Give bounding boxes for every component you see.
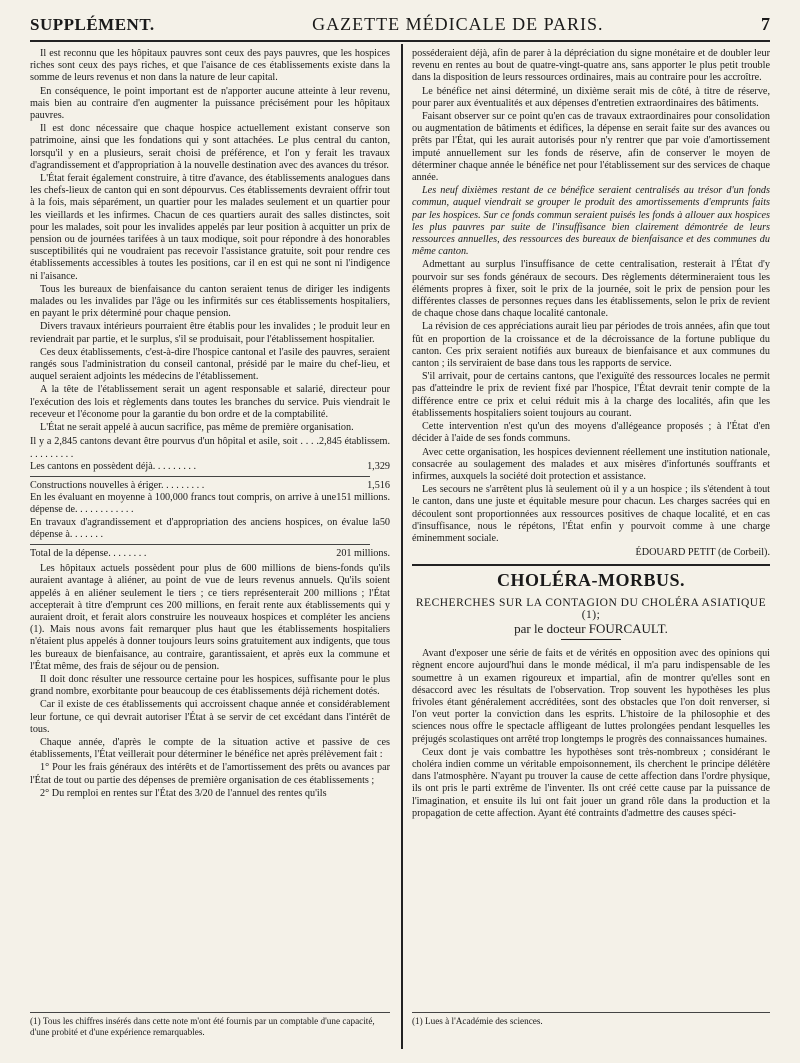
stat-value: 1,516 [367, 479, 390, 491]
paragraph: La révision de ces appréciations aurait lieu par périodes de trois années, afin que tout fût en proportion de la croissance et de la décroissance de la fortune publique du canton. Ces prix seraient notifiés aux bureaux de bienfaisance et aux communes du canton ; ils serviraient de base dans tous les rapports de service. [412, 321, 770, 370]
paragraph: L'État ne serait appelé à aucun sacrifice, pas même de première organisation. [40, 422, 354, 434]
paragraph: A la tête de l'établissement serait un agent responsable et salarié, directeur pour l'exécution des lois et règlements dans toutes les branches du service. Puis viendrait le receveur et l'économe pour la garantie du bon ordre et de la comptabilité. [30, 384, 390, 420]
paragraph: Il est donc nécessaire que chaque hospice actuellement existant conserve son patrimoine, ainsi que les fondations qui y sont attachées. Le plus central du canton, lorsqu'il y en a plusieurs, serait choisi de préférence, et l'on y ferait les travaux d'agrandissement et d'appropriation à la nouvelle destination avec des avances du trésor. [30, 123, 390, 171]
paragraph: Il doit donc résulter une ressource certaine pour les hospices, suffisante pour le plus grand nombre, exorbitante pour beaucoup de ces établissements déjà richement dotés. [30, 673, 390, 698]
paragraph: Ceux dont je vais combattre les hypothèses sont très-nombreux ; considérant le choléra indien comme un véritable empoisonnement, ils cherchent le principe délétère dans l'atmosphère. N'ayant pu trouver la cause de cette affection dans l'ordre physique, ils ont pris le parti extrême de l'inventer. Ils ont créé cette cause par la puissance de l'imagination, et ensuite ils lui ont fait jouer un grand rôle dans la production et la propagation de cette affection. Ayant été contraints d'admettre des causes spéci- [412, 746, 770, 819]
section-subtitle: RECHERCHES SUR LA CONTAGION DU CHOLÉRA ASIATIQUE (1); [415, 596, 767, 621]
stat-row [30, 480, 390, 492]
footnote: (1) Lues à l'Académie des sciences. [412, 1012, 770, 1027]
section-title: CHOLÉRA-MORBUS. [496, 570, 685, 591]
paragraph: Tous les bureaux de bienfaisance du canton seraient tenus de diriger les indigents malades ou les invalides par l'âge ou les infirmités sur ces établissements hospitaliers, en payant le prix déterminé pour chaque pension. [30, 283, 390, 320]
page-number: 7 [761, 14, 770, 34]
stat-value: 201 millions. [336, 547, 390, 559]
paragraph: Les neuf dixièmes restant de ce bénéfice seraient centralisés au trésor d'un fonds commun, auquel viendrait se grouper le produit des amortissements d'emprunts faits par les hospices. Sur ce fonds commun seraient puisés les fonds à allouer aux hospices les plus pauvres par suite de l'insuffisance bien clairement démontrée de leurs ressources annuelles, des ressources des bureaux de bienfaisance et des communes du même canton. [412, 185, 770, 258]
column-divider [401, 44, 403, 1049]
paragraph: 2° Du remploi en rentes sur l'État des 3/20 de l'annuel des rentes qu'ils [40, 787, 327, 799]
stat-value: 151 millions. [336, 492, 390, 504]
left-column [30, 48, 390, 993]
stat-value: 50 [379, 516, 390, 528]
paragraph: L'État ferait également construire, à titre d'avance, des établissements analogues dans les chefs-lieux de canton qui en sont dépourvus. Ces établissements devraient offrir tout à la fois, mais séparément, un quartier pour les malades seulement et un quartier pour les vieillards et les infirmes. Chacun de ces quartiers aurait des salles distinctes, soit pour les malades, soit pour les invalides appelés par leur position à acquitter un prix de pension ou de journées tarifées à un taux modique, soit pour répondre à des honorables susceptibilités qui ne voudraient pas recevoir l'assistance gratuite, soit pour rendre ces établissements accessibles à toutes les positions, car il en est qui ne sont ni l'indigence ni l'aisance. [30, 173, 390, 282]
footnote: (1) Tous les chiffres insérés dans cette note m'ont été fournis par un comptable d'une capacité, d'une probité et d'une expérience remarquables. [30, 1012, 390, 1038]
journal-title: GAZETTE MÉDICALE DE PARIS. [312, 14, 604, 34]
paragraph: posséderaient déjà, afin de parer à la dépréciation du signe monétaire et de doubler leur revenu en rentes au bout de quatre-vingt-quatre ans, sans apporter le plus petit trouble dans la disposition de leurs ressources ordinaires, mais au contraire pour les accroître. [412, 48, 770, 84]
paragraph: Admettant au surplus l'insuffisance de cette centralisation, resterait à l'État d'y pourvoir sur ses fonds généraux de secours. Des règlements détermineraient tous les éléments propres à fixer, soit le prix de la journée, soit le prix de pension pour les différentes classes de personnes reçues dans les établissements, selon le prix de revient de chaque chose dans chaque localité cantonale. [412, 259, 770, 320]
paragraph: Ces deux établissements, c'est-à-dire l'hospice cantonal et l'asile des pauvres, seraient rangés sous l'administration du conseil cantonal, présidé par le maire du chef-lieu, et auquel seraient adjoints les médecins de l'établissement. [30, 346, 390, 383]
paragraph: En conséquence, le point important est de n'apporter aucune atteinte à leur revenu, mais bien au contraire d'en augmenter la puissance précisément pour les hôpitaux pauvres. [30, 85, 390, 122]
paragraph: Cette intervention n'est qu'un des moyens d'allégeance proposés ; à l'État d'en décider à l'aide de ses fonds communs. [412, 421, 770, 445]
stat-label: Les cantons en possèdent déjà. . . . . . . . . [30, 460, 197, 472]
page-header [30, 14, 770, 36]
paragraph: Chaque année, d'après le compte de la situation active et passive de ces établissements, l'État veillerait pour déterminer le bénéfice net après prélèvement fait : [30, 736, 390, 761]
paragraph: Les hôpitaux actuels possèdent pour plus de 600 millions de biens-fonds qu'ils auraient avantage à aliéner, au point de vue de leurs revenus annuels. Qu'ils soient appelés à en aliéner seulement le tiers ; ce tiers représenterait 200 millions ; l'État accepterait à titre d'emprunt ces 200 millions, en ferait rente aux établissements qui y auraient droit, et ferait alors construire les nouveaux hospices et compléter les anciens (1). Mais nous avons fait remarquer plus haut que les établissements hospitaliers n'étaient plus appelés à donner toujours leurs soins gratuitement aux indigents, que tous les bureaux de bienfaisance, au contraire, garantissaient, et après eux la commune et l'État même, des frais de séjour ou de pension. [30, 563, 390, 672]
supplement-label: SUPPLÉMENT. [30, 15, 155, 34]
stat-row [30, 461, 390, 473]
stat-value: 1,329 [367, 460, 390, 472]
stat-label: En travaux d'agrandissement et d'appropriation des anciens hospices, on évalue la dépense à. . . . . . . [30, 516, 380, 540]
sum-rule [30, 476, 370, 477]
short-rule [561, 639, 621, 640]
stat-row [30, 492, 390, 516]
paragraph: 1° Pour les frais généraux des intérêts et de l'amortissement des prêts ou avances par l'État de tout ou partie des dépenses de première organisation de ces établissements ; [30, 762, 390, 786]
paragraph: Faisant observer sur ce point qu'en cas de travaux extraordinaires pour consolidation ou augmentation de bâtiments et édifices, la dépense en serait faite sur des avances ou prêts par l'État, qui les aurait autorisés pour n'y rentrer que par voie d'amortissement imputé annuellement sur les fonds de réserve, afin de conserver le moyen de déterminer chaque année le bénéfice net pour l'établissement sur des services de chaque année. [412, 111, 770, 184]
paragraph: Avant d'exposer une série de faits et de vérités en opposition avec des opinions qui règnent encore aujourd'hui dans le monde médical, il m'a paru indispensable de les soumettre à un examen rigoureux et impartial, afin de montrer qu'elles sont en désaccord avec les résultats de l'observation. Trop souvent les hypothèses les plus frivoles étant généralement accréditées, sont des obstacles que l'on doit renverser, si l'on veut porter la conviction dans les esprits. L'histoire de la philosophie et des sciences nous offre le spectacle affligeant de luttes prolongées pendant lesquelles les préjugés scolastiques ont arrêté trop longtemps le progrès des connaissances humaines. [412, 648, 770, 745]
paragraph: Avec cette organisation, les hospices deviennent réellement une institution nationale, consacrée au soulagement des malades et aux misères d'infortunés souffrants et infirmes, auxquels la société doit protection et assistance. [412, 446, 770, 482]
header-rule [30, 40, 770, 42]
stat-row [30, 436, 390, 460]
paragraph: Divers travaux intérieurs pourraient être établis pour les invalides ; le produit leur en reviendrait par partie, et le surplus, s'il se produisait, pour l'établissement hospitalier. [30, 321, 390, 345]
cost-table [30, 436, 390, 560]
stat-label: Total de la dépense. . . . . . . . [30, 547, 147, 559]
paragraph: Le bénéfice net ainsi déterminé, un dixième serait mis de côté, à titre de réserve, pour parer aux éventualités et aux dépenses d'entretien extraordinaires des bâtiments. [412, 85, 770, 109]
stat-value: 2,845 établissem. [318, 436, 390, 448]
stat-label: Constructions nouvelles à ériger. . . . . . . . . [30, 479, 205, 491]
stat-row [30, 517, 390, 541]
paragraph: Les secours ne s'arrêtent plus là seulement où il y a un hospice ; ils s'étendent à tout le canton, dans une juste et équitable mesure pour chacun. Les charges sacrées qui en découlent sont proportionnées aux ressources positives de chaque localité, et en cas d'insuffisance, nous le répétons, l'État enfin y pourvoit comme à une charge éminemment sociale. [412, 484, 770, 544]
section-author: par le docteur FOURCAULT. [514, 620, 668, 636]
stat-label: Il y a 2,845 cantons devant être pourvus d'un hôpital et asile, soit . . . . . . . . . . . . . [30, 436, 319, 460]
author-signature: ÉDOUARD PETIT (de Corbeil). [635, 547, 770, 559]
section-rule [412, 564, 770, 566]
paragraph: Il est reconnu que les hôpitaux pauvres sont ceux des pays pauvres, que les hospices riches sont ceux des pays riches, et que l'aisance de ces établissements existe dans la somme de leurs revenus et non dans la nature de leur capital. [30, 48, 390, 84]
right-column [412, 48, 770, 993]
stat-row [30, 548, 390, 560]
paragraph: S'il arrivait, pour de certains cantons, que l'exiguïté des ressources locales ne permit pas d'atteindre le prix de revient fixé par l'hospice, l'État devrait tenir compte de la différence entre ce prix et celui réduit mis à la charge des localités, afin que les établissements hospitaliers soient toujours au courant. [412, 371, 770, 419]
sum-rule [30, 544, 370, 545]
stat-label: En les évaluant en moyenne à 100,000 francs tout compris, on arrive à une dépense de. . . . . . . . . . . . [30, 492, 337, 516]
paragraph: Car il existe de ces établissements qui accroissent chaque année et considérablement leur fortune, ce qui devrait autoriser l'État à se servir de cet excédant dans l'intérêt de tous. [30, 699, 390, 735]
